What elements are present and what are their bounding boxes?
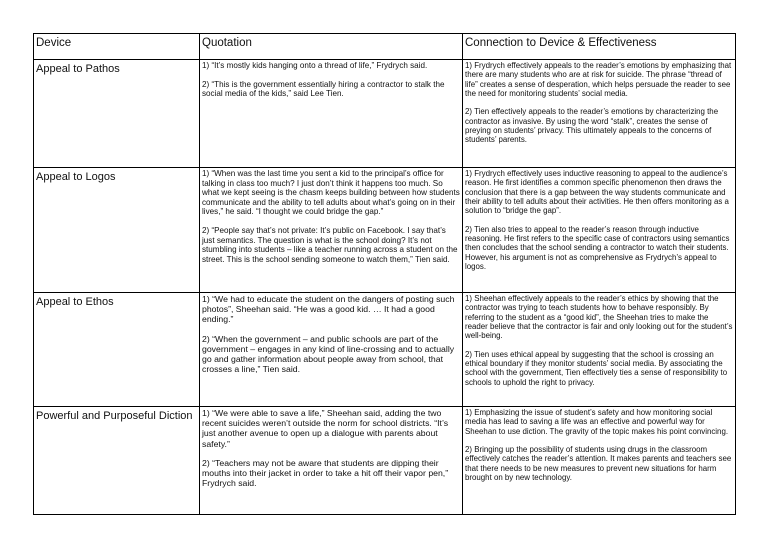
quotation-cell: [200, 293, 463, 407]
effect-1: 1) Frydrych effectively appeals to the reader’s emotions by emphasizing that there are many students who are at risk for suicide. The phrase “thread of life” creates a sense of desperation, which helps persuade the reader to see the need for monitoring students’ social media.: [465, 61, 732, 99]
quotation-cell: [200, 168, 463, 293]
quote-2: 2) “Teachers may not be aware that students are dipping their mouths into their jacket in order to take a hit off their vapor pen,” Frydrych said.: [202, 457, 449, 489]
quote-1: 1) “We had to educate the student on the dangers of posting such photos”, Sheehan said. “He was a good kid. … It had a good ending.”: [202, 294, 455, 325]
effect-1: 1) Frydrych effectively uses inductive reasoning to appeal to the audience’s reason. He first identifies a common specific phenomenon then draws the conclusion that there is a gap between the way students communicate and their ability to tell adults about their activities. He then offers monitoring as a solution to “bridge the gap”.: [465, 169, 729, 216]
quote-2: 2) “This is the government essentially hiring a contractor to stalk the social media of the kids,” said Lee Tien.: [202, 79, 445, 99]
device-cell: Powerful and Purposeful Diction: [34, 407, 200, 515]
header-connection: Connection to Device & Effectiveness: [463, 34, 736, 60]
header-quotation: Quotation: [200, 34, 463, 60]
quote-2: 2) “People say that’s not private: It’s public on Facebook. I say that’s just semantics. The question is what is the school doing? It’s not stumbling into students – like a teacher running across a student on the street. This is the school sending someone to watch them,” Tien said.: [202, 225, 458, 264]
quotation-cell: [200, 407, 463, 515]
effect-2: 2) Tien effectively appeals to the reader’s emotions by characterizing the contractor as invasive. By using the word “stalk”, creates the sense of preying on students’ privacy. This ultimately appeals to the concerns of students’ parents.: [465, 107, 719, 145]
effect-2: 2) Tien also tries to appeal to the reader’s reason through inductive reasoning. He first refers to the specific case of contractors using semantics then concludes that the school sending a contractor to watch their students. However, his argument is not as comprehensive as Frydrych’s appeal to logos.: [465, 224, 730, 272]
effectiveness-cell: [463, 60, 736, 168]
device-cell: Appeal to Logos: [34, 168, 200, 293]
table-row: [34, 407, 736, 515]
effect-1: 1) Sheehan effectively appeals to the reader’s ethics by showing that the contractor was trying to teach students how to behave responsibly. By referring to the student as a “good kid”, the Sheehan tries to make the reader believe that the contractor is fair and only looking out for the student’s well-being.: [465, 294, 733, 341]
quote-2: 2) “When the government – and public schools are part of the government – engages in any kind of line-crossing and to actually go and gather information about people away from school, that crosses a line,” Tien said.: [202, 333, 455, 375]
effect-2: 2) Tien uses ethical appeal by suggesting that the school is crossing an ethical boundary if they monitor students’ social media. By associating the school with the government, Tien effectively ties a sense of responsibility to schools to uphold the right to privacy.: [465, 349, 728, 387]
effectiveness-cell: [463, 168, 736, 293]
device-cell: Appeal to Pathos: [34, 60, 200, 168]
device-cell: Appeal to Ethos: [34, 293, 200, 407]
header-device: Device: [34, 34, 200, 60]
effectiveness-cell: [463, 293, 736, 407]
table-row: [34, 168, 736, 293]
quote-1: 1) “When was the last time you sent a kid to the principal’s office for talking in class too much? I just don’t think it happens too much. So what we kept seeing is the chasm keeps building between how students communicate and the ability to tell adults about what’s going on in their lives,” he said. “I thought we could bridge the gap.”: [202, 169, 460, 217]
effect-2: 2) Bringing up the possibility of students using drugs in the classroom effectively catches the reader’s attention. It makes parents and teachers see that there needs to be new measures to prevent new situations for harm brought on by new technology.: [465, 445, 732, 483]
effect-1: 1) Emphasizing the issue of student’s safety and how monitoring social media has lead to saving a life was an effective and powerful way for Sheehan to use diction. The gravity of the topic makes his point convincing.: [465, 408, 729, 436]
quotation-cell: [200, 60, 463, 168]
table-row: [34, 60, 736, 168]
quote-1: 1) “We were able to save a life,” Sheehan said, adding the two recent suicides weren’t outside the norm for school districts. “It’s just another avenue to open up a dialogue with parents about safety.”: [202, 408, 449, 449]
quote-1: 1) “It’s mostly kids hanging onto a thread of life,” Frydrych said.: [202, 61, 428, 70]
rhetoric-analysis-table: [33, 33, 736, 515]
effectiveness-cell: [463, 407, 736, 515]
header-row: [34, 34, 736, 60]
table-row: [34, 293, 736, 407]
